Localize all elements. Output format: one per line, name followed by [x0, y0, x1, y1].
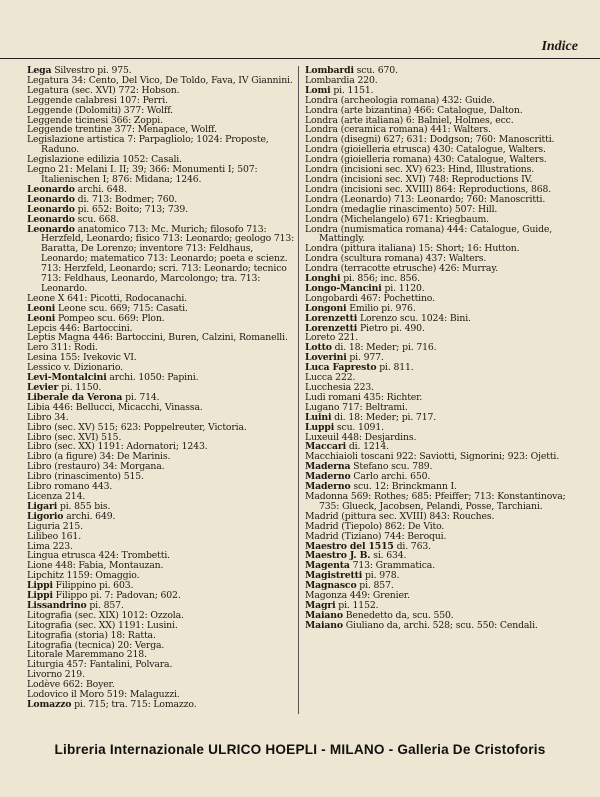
index-entry-heading: Liberale da Verona — [27, 391, 123, 403]
index-entry-text: Libro (sec. XX) 1191: Adornatori; 1243. — [27, 441, 208, 453]
page-title: Indice — [541, 39, 578, 54]
index-entry-heading: Levier — [27, 382, 59, 393]
index-entry-text: Luxeuil 448: Desjardins. — [305, 431, 417, 443]
index-entry-text: Pietro pi. 490. — [357, 322, 425, 334]
index-entry-text: pi. 1120. — [381, 282, 425, 294]
index-entry-text: Lucchesia 223. — [305, 382, 374, 393]
index-entry-text: Pompeo scu. 669: Plon. — [55, 312, 165, 324]
index-entry — [27, 135, 295, 155]
index-entry-text: Longobardi 467: Pochettino. — [305, 292, 435, 304]
index-entry-text: Benedetto da, scu. 550. — [342, 609, 454, 621]
index-entry-heading: Luppi — [305, 421, 335, 433]
index-entry-text: Lorenzo scu. 1024: Bini. — [357, 312, 471, 324]
index-entry-text: pi. 1152. — [335, 599, 379, 611]
index-entry-text: Libro 34. — [27, 411, 69, 423]
index-entry-text: Londra (gioielleria etrusca) 430: Catalogue, Walters. — [305, 144, 546, 156]
index-entry-text: Stefano scu. 789. — [350, 461, 433, 473]
index-entry-text: pi. 977. — [346, 352, 384, 364]
index-entry-text: Libro (restauro) 34: Morgana. — [27, 461, 165, 473]
index-entry-heading: Lippi — [27, 590, 53, 602]
index-entry-text: Litografia (storia) 18: Ratta. — [27, 629, 156, 641]
index-entry-text: Londra (terracotte etrusche) 426: Murray. — [305, 263, 498, 275]
index-entry-text: scu. 668. — [74, 213, 119, 225]
column-divider — [298, 66, 299, 714]
index-entry-text: Londra (Michelangelo) 671: Kriegbaum. — [305, 213, 489, 225]
index-entry-text: Madrid (Tiepolo) 862: De Vito. — [305, 520, 445, 532]
index-entry-text: di. 1214. — [346, 441, 389, 453]
index-entry-text: Libro romano 443. — [27, 481, 113, 493]
index-entry-text: Leggende trentine 377: Menapace, Wolff. — [27, 124, 217, 136]
index-entry-heading: Longo-Mancini — [305, 282, 382, 294]
index-entry-heading: Maestro J. B. — [305, 550, 371, 562]
index-entry-text: Ludi romani 435: Richter. — [305, 391, 423, 403]
index-entry-text: scu. 12: Brinckmann I. — [350, 481, 457, 493]
index-entry-text: Lepcis 446: Bartoccini. — [27, 322, 133, 334]
index-entry-text: Lilibeo 161. — [27, 530, 81, 542]
index-entry-text: Licenza 214. — [27, 490, 86, 502]
index-entry-heading: Maiano — [305, 619, 343, 631]
index-entry-text: pi. 857. — [356, 580, 394, 592]
index-entry-text: Filippo pi. 7: Padovan; 602. — [52, 590, 181, 602]
index-entry-text: Londra (arte bizantina) 466: Catalogue, Dalton. — [305, 104, 523, 116]
index-entry — [27, 700, 295, 710]
index-entry-text: Carlo archi. 650. — [350, 471, 431, 483]
index-entry-text: 713: Grammatica. — [349, 560, 436, 572]
index-entry-text: pi. 1151. — [330, 84, 374, 96]
index-entry-text: pi. 978. — [362, 570, 400, 582]
index-entry-text: Emilio pi. 976. — [346, 302, 416, 314]
index-entry — [305, 621, 573, 631]
index-entry-text: scu. 1091. — [334, 421, 384, 433]
index-entry-heading: Leoni — [27, 302, 56, 314]
index-entry-text: Leone scu. 669; 715: Casati. — [55, 302, 188, 314]
index-entry-text: anatomico 713: Mc. Murich; filosofo 713: Herzfeld, Leonardo; fisico 713: Leonardo; geologo 713: Baratta, De Lorenzo; inventore 713: Feldhaus, Leonardo; matematico 713: Leonardo; poeta e scienz. 713: Herzfeld, Leonardo; scri. 713: Leonardo; tecnico 713: Feldhaus, Leonardo, Marcolongo; tra. 713: Leonardo. — [41, 223, 295, 294]
index-entry-text: Macchiaioli toscani 922: Saviotti, Signorini; 923: Ojetti. — [305, 451, 560, 463]
index-entry-heading: Longoni — [305, 302, 347, 314]
index-entry-text: Legatura (sec. XVI) 772: Hobson. — [27, 84, 180, 96]
index-entry-text: archi. 1050: Papini. — [106, 372, 199, 384]
index-entry-text: Lipchitz 1159: Omaggio. — [27, 570, 140, 582]
index-entry-heading: Magistretti — [305, 570, 363, 582]
index-entry-text: Lessico v. Dizionario. — [27, 362, 123, 374]
index-entry-text: Lingua etrusca 424: Trombetti. — [27, 550, 170, 562]
index-entry-heading: Magri — [305, 599, 336, 611]
index-entry-text: Libia 446: Bellucci, Micacchi, Vinassa. — [27, 401, 203, 413]
index-entry-heading: Lorenzetti — [305, 322, 358, 334]
index-entry-heading: Levi-Montalcini — [27, 372, 107, 384]
index-entry-text: Londra (pittura italiana) 15: Short; 16: Hutton. — [305, 243, 520, 255]
index-entry — [27, 165, 295, 185]
index-entry-heading: Lorenzetti — [305, 312, 358, 324]
index-entry-text: Silvestro pi. 975. — [51, 65, 132, 76]
index-entry-text: Libro (sec. XVI) 515. — [27, 431, 122, 443]
index-entry-heading: Leonardo — [27, 223, 75, 235]
index-entry-text: Lesina 155: Ivekovic VI. — [27, 352, 137, 364]
index-entry-heading: Longhi — [305, 273, 341, 285]
index-entry-text: Londra (scultura romana) 437: Walters. — [305, 253, 487, 265]
index-entry-text: Lero 311: Rodi. — [27, 342, 98, 354]
index-entry-text: Legislazione edilizia 1052: Casali. — [27, 154, 182, 166]
index-entry-text: pi. 714. — [122, 391, 160, 403]
index-entry-text: Liturgia 457: Fantalini, Polvara. — [27, 659, 173, 671]
index-entry-text: pi. 811. — [376, 362, 414, 374]
index-entry-text: Giuliano da, archi. 528; scu. 550: Cendali. — [342, 619, 538, 631]
index-entry-heading: Luca Fapresto — [305, 362, 377, 374]
index-entry-text: Madrid (pittura sec. XVIII) 843: Rouches. — [305, 510, 495, 522]
index-entry-heading: Lombardi — [305, 65, 354, 76]
index-entry-text: Litorale Maremmano 218. — [27, 649, 147, 661]
index-entry-heading: Maderna — [305, 461, 351, 473]
index-entry-text: scu. 670. — [353, 65, 398, 76]
index-entry-text: Londra (gioielleria romana) 430: Catalogue, Walters. — [305, 154, 547, 166]
index-column-right — [305, 66, 573, 631]
index-entry-text: di. 763. — [393, 540, 431, 552]
index-entry-heading: Magnasco — [305, 580, 357, 592]
index-entry-text: Lugano 717: Beltrami. — [305, 401, 408, 413]
index-entry-text: Litografia (sec. XIX) 1012: Ozzola. — [27, 609, 184, 621]
index-entry-heading: Leonardo — [27, 183, 75, 195]
index-entry — [27, 225, 295, 294]
index-entry-text: pi. 856; inc. 856. — [340, 273, 420, 285]
index-entry-text: Madrid (Tiziano) 744: Beroqui. — [305, 530, 447, 542]
index-entry-heading: Leoni — [27, 312, 56, 324]
index-entry-text: Litografia (tecnica) 20: Verga. — [27, 639, 165, 651]
index-entry-text: Londra (incisioni sec. XVI) 748: Reproductions IV. — [305, 173, 533, 185]
index-entry-text: pi. 857. — [86, 599, 124, 611]
index-entry — [305, 225, 573, 245]
index-entry-text: Londra (arte italiana) 6: Balniel, Holmes, ecc. — [305, 114, 514, 126]
index-entry-text: Legislazione artistica 7: Parpagliolo; 1024: Proposte, Raduno. — [27, 134, 269, 156]
index-entry-text: pi. 855 bis. — [57, 500, 111, 512]
index-entry-text: Liguria 215. — [27, 520, 83, 532]
index-entry-text: archi. 649. — [63, 510, 116, 522]
index-entry-text: Libro (a figure) 34: De Marinis. — [27, 451, 171, 463]
index-entry-heading: Lissandrino — [27, 599, 87, 611]
index-entry-text: Leone X 641: Picotti, Rodocanachi. — [27, 292, 187, 304]
index-entry-text: Livorno 219. — [27, 669, 85, 681]
index-entry-text: Leptis Magna 446: Bartoccini, Buren, Calzini, Romanelli. — [27, 332, 288, 344]
index-entry-text: Legatura 34: Cento, Del Vico, De Toldo, Fava, IV Giannini. — [27, 74, 293, 86]
index-entry-heading: Maccari — [305, 441, 347, 453]
index-entry-text: Londra (archeologia romana) 432: Guide. — [305, 94, 495, 106]
index-entry-text: Leggende (Dolomiti) 377: Wolff. — [27, 104, 173, 116]
index-entry-heading: Ligari — [27, 500, 58, 512]
index-entry-text: Loreto 221. — [305, 332, 359, 344]
index-entry-text: Londra (disegni) 627; 631: Dodgson; 760: Manoscritti. — [305, 134, 555, 146]
index-entry-text: di. 18: Meder; pi. 716. — [331, 342, 437, 354]
index-entry-text: Londra (Leonardo) 713: Leonardo; 760: Manoscritti. — [305, 193, 546, 205]
index-entry-text: Leggende calabresi 107: Perri. — [27, 94, 168, 106]
index-entry-heading: Lega — [27, 65, 52, 76]
index-entry-text: Libro (sec. XV) 515; 623: Poppelreuter, Victoria. — [27, 421, 247, 433]
index-entry-heading: Lotto — [305, 342, 332, 354]
header-rule — [0, 58, 600, 59]
index-entry-heading: Maderno — [305, 481, 351, 493]
index-entry-text: Legno 21: Melani I. II; 39; 366: Monumenti I; 507: Italienischen I; 876: Midana; 1246. — [27, 164, 258, 185]
index-entry-text: Lombardia 220. — [305, 74, 378, 86]
index-entry-text: Leggende ticinesi 366: Zoppi. — [27, 114, 163, 126]
index-entry-text: archi. 648. — [74, 183, 127, 195]
index-column-left — [27, 66, 295, 710]
index-entry-text: Londra (numismatica romana) 444: Catalogue, Guide, Mattingly. — [305, 223, 553, 245]
index-entry-heading: Leonardo — [27, 213, 75, 225]
index-entry-text: di. 713: Bodmer; 760. — [74, 193, 178, 205]
index-entry-heading: Lippi — [27, 580, 53, 592]
index-entry-text: Lodève 662: Boyer. — [27, 679, 115, 691]
index-entry-text: Magonza 449: Grenier. — [305, 590, 410, 602]
index-entry-text: Lima 223. — [27, 540, 73, 552]
index-entry-heading: Magenta — [305, 560, 350, 572]
publisher-footer: Libreria Internazionale ULRICO HOEPLI - MILANO - Galleria De Cristoforis — [54, 742, 546, 757]
index-entry-text: Londra (incisioni sec. XV) 623: Hind, Illustrations. — [305, 164, 535, 176]
index-entry-text: di. 18: Meder; pi. 717. — [331, 411, 437, 423]
index-entry-heading: Maiano — [305, 609, 343, 621]
index-entry-text: Londra (ceramica romana) 441: Walters. — [305, 124, 491, 136]
index-entry-text: Litografia (sec. XX) 1191: Lusini. — [27, 619, 178, 631]
index-entry-text: Madonna 569: Rothes; 685: Pfeiffer; 713: Konstantinova; 735: Glueck, Jacobsen, Pelandi, Posse, Tarchiani. — [305, 490, 566, 512]
index-entry-text: pi. 715; tra. 715: Lomazzo. — [71, 699, 197, 710]
index-entry-heading: Leonardo — [27, 203, 75, 215]
index-entry-text: Lucca 222. — [305, 372, 356, 384]
index-entry-text: Libro (rinascimento) 515. — [27, 471, 144, 483]
index-entry-text: Filippino pi. 603. — [52, 580, 134, 592]
index-entry-text: pi. 652: Boito; 713; 739. — [74, 203, 188, 215]
index-entry-heading: Maestro del 1515 — [305, 540, 394, 552]
index-entry-heading: Luini — [305, 411, 332, 423]
index-entry-text: pi. 1150. — [58, 382, 102, 393]
index-entry-text: Londra (incisioni sec. XVIII) 864: Reproductions, 868. — [305, 183, 552, 195]
index-entry-heading: Lomi — [305, 84, 331, 96]
index-entry-text: Lodovico il Moro 519: Malaguzzi. — [27, 689, 180, 701]
index-entry-heading: Lomazzo — [27, 699, 72, 710]
index-entry-text: si. 634. — [370, 550, 407, 562]
index-entry — [305, 492, 573, 512]
index-entry-heading: Leonardo — [27, 193, 75, 205]
index-entry-heading: Ligorio — [27, 510, 64, 522]
index-entry-heading: Loverini — [305, 352, 347, 364]
index-entry-text: Lione 448: Fabia, Montauzan. — [27, 560, 164, 572]
index-entry-heading: Maderno — [305, 471, 351, 483]
index-entry-text: Londra (medaglie rinascimento) 507: Hill. — [305, 203, 498, 215]
